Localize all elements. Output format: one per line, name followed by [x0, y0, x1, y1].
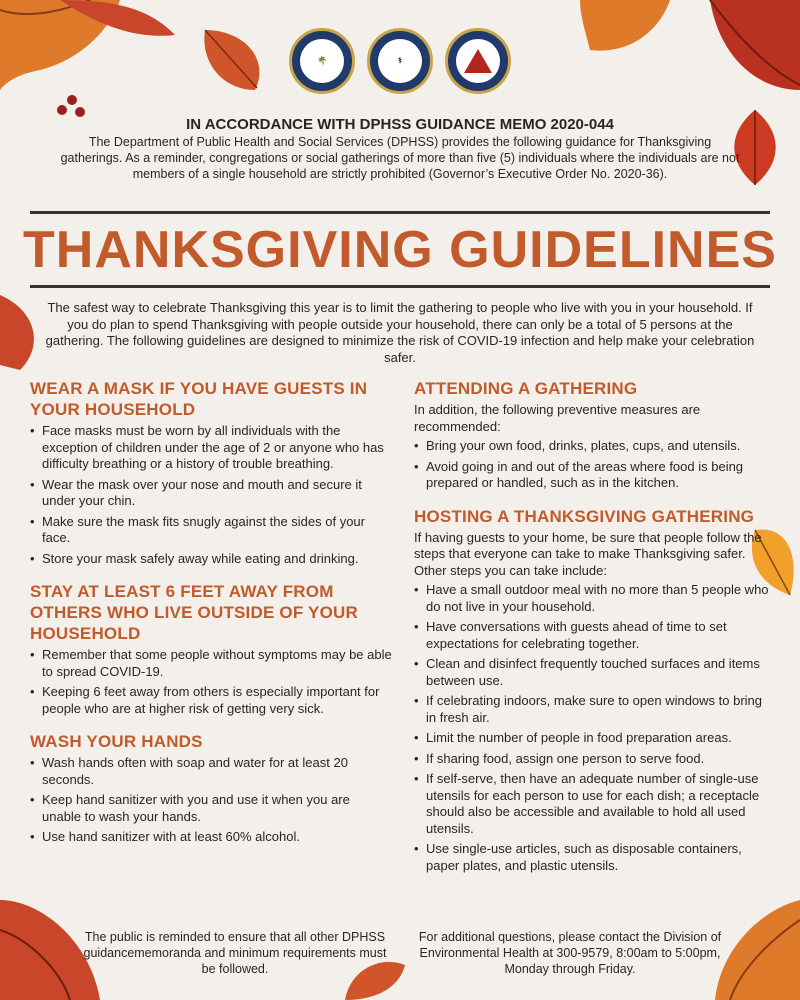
list-item: • Face masks must be worn by all individuals with the exception of children under the age of 2 or anyone who has difficulty breathing or a history of trouble breathing. — [30, 423, 392, 473]
mask-section — [30, 378, 392, 567]
list-item: • If sharing food, assign one person to serve food. — [414, 751, 774, 768]
section-lead: In addition, the following preventive measures are recommended: — [414, 402, 701, 434]
list-item: • Limit the number of people in food preparation areas. — [414, 730, 774, 747]
section-heading: STAY AT LEAST 6 FEET AWAY FROM OTHERS WHO LIVE OUTSIDE OF YOUR HOUSEHOLD — [30, 582, 358, 643]
hands-section — [30, 731, 392, 846]
top-divider — [30, 211, 770, 214]
guidance-memo — [60, 117, 740, 182]
list-item: • If self-serve, then have an adequate number of single-use utensils for each person to use for each dish; a receptacle should also be accessible and available to hold all used utensils. — [414, 771, 774, 837]
dphss-seal-icon — [367, 28, 433, 94]
list-item: • Bring your own food, drinks, plates, cups, and utensils. — [414, 438, 774, 455]
list-item: • Clean and disinfect frequently touched surfaces and items between use. — [414, 656, 774, 689]
governor-seal-icon — [289, 28, 355, 94]
list-item: • Have a small outdoor meal with no more than 5 people who do not live in your household. — [414, 582, 774, 615]
civil-defense-triangle-icon — [456, 39, 500, 83]
right-column — [414, 378, 774, 888]
bullet-list — [30, 423, 392, 567]
list-item: • Remember that some people without symptoms may be able to spread COVID-19. — [30, 647, 392, 680]
bullet-list — [30, 755, 392, 846]
footer-reminder: The public is reminded to ensure that all other DPHSS guidancememoranda and minimum requirements must be followed. — [83, 930, 387, 976]
intro-paragraph: The safest way to celebrate Thanksgiving this year is to limit the gathering to people who live with you in your household. If you do plan to spend Thanksgiving with people outside your household, there can only be a total of 5 persons at the gathering. The following guidelines are designed to minimize the risk of COVID-19 infection and help make your celebration safer. — [45, 300, 755, 365]
bottom-divider — [30, 285, 770, 288]
left-column — [30, 378, 392, 860]
memo-body: The Department of Public Health and Social Services (DPHSS) provides the following guidance for Thanksgiving gatherings. As a reminder, congregations or social gatherings of more than five (5) individuals where the individuals are not members of a single household are strictly prohibited (Governor’s Executive Order No. 2020-36). — [60, 135, 740, 181]
list-item: • If celebrating indoors, make sure to open windows to bring in fresh air. — [414, 693, 774, 726]
caduceus-icon: ⚕ — [378, 39, 422, 83]
palm-tree-icon: 🌴 — [300, 39, 344, 83]
civil-defense-seal-icon — [445, 28, 511, 94]
list-item: • Use hand sanitizer with at least 60% alcohol. — [30, 829, 392, 846]
bullet-list — [414, 438, 774, 492]
memo-title: IN ACCORDANCE WITH DPHSS GUIDANCE MEMO 2020-044 — [186, 116, 614, 133]
distance-section — [30, 581, 392, 717]
page-title: THANKSGIVING GUIDELINES — [23, 221, 777, 279]
list-item: • Wear the mask over your nose and mouth and secure it under your chin. — [30, 477, 392, 510]
hosting-section — [414, 506, 774, 875]
section-heading: HOSTING A THANKSGIVING GATHERING — [414, 506, 755, 526]
list-item: • Keeping 6 feet away from others is especially important for people who are at higher risk of getting very sick. — [30, 684, 392, 717]
list-item: • Wash hands often with soap and water for at least 20 seconds. — [30, 755, 392, 788]
list-item: • Avoid going in and out of the areas where food is being prepared or handled, such as in the kitchen. — [414, 459, 774, 492]
list-item: • Use single-use articles, such as disposable containers, paper plates, and plastic utensils. — [414, 841, 774, 874]
agency-seals — [0, 28, 800, 94]
bullet-list — [414, 582, 774, 874]
section-heading: WEAR A MASK IF YOU HAVE GUESTS IN YOUR HOUSEHOLD — [30, 379, 368, 419]
section-lead: If having guests to your home, be sure that people follow the steps that everyone can take to make Thanksgiving safer. Other steps you can take include: — [414, 529, 762, 578]
list-item: • Keep hand sanitizer with you and use it when you are unable to wash your hands. — [30, 792, 392, 825]
section-heading: ATTENDING A GATHERING — [414, 379, 638, 398]
section-heading: WASH YOUR HANDS — [30, 732, 203, 751]
list-item: • Have conversations with guests ahead of time to set expectations for celebrating together. — [414, 619, 774, 652]
bullet-list — [30, 647, 392, 717]
autumn-leaf-left-middle-icon — [0, 295, 45, 370]
attending-section — [414, 378, 774, 492]
list-item: • Make sure the mask fits snugly against the sides of your face. — [30, 514, 392, 547]
list-item: • Store your mask safely away while eating and drinking. — [30, 551, 392, 568]
footer-contact: For additional questions, please contact the Division of Environmental Health at 300-9579, 8:00am to 5:00pm, Monday through Friday. — [418, 930, 722, 976]
